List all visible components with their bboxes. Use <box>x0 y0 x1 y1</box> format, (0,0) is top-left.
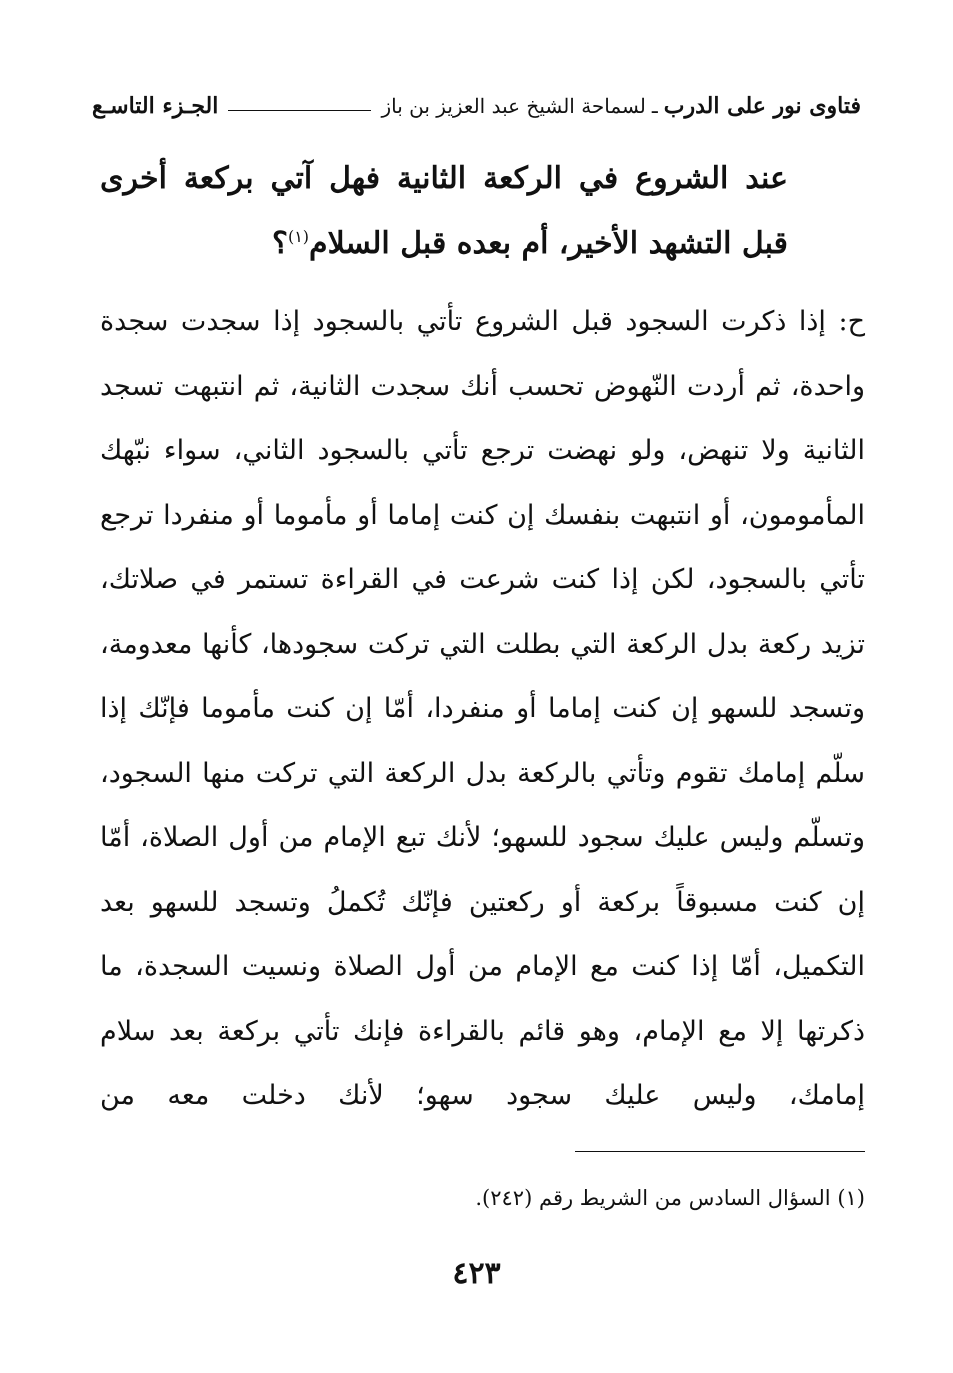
question-text: عند الشروع في الركعة الثانية فهل آتي بركعة أخرى قبل التشهد الأخير، أم بعده قبل السلام <box>100 161 788 261</box>
footnote-reference: (١) <box>287 227 310 246</box>
book-title: فتاوى نور على الدرب <box>663 93 861 119</box>
page-number: ٤٢٣ <box>452 1256 501 1291</box>
question-heading <box>100 150 788 273</box>
volume-label: الجـزء التاسـع <box>92 93 219 119</box>
running-header <box>92 86 861 126</box>
question-mark: ؟ <box>272 226 288 261</box>
header-rule <box>228 110 371 111</box>
author-line: لسماحة الشيخ عبد العزيز بن باز <box>381 94 646 118</box>
footnote: (١) السؤال السادس من الشريط رقم (٢٤٢). <box>475 1186 865 1210</box>
footnote-separator <box>575 1151 865 1152</box>
answer-paragraph: ح: إذا ذكرت السجود قبل الشروع تأتي بالسجود إذا سجدت سجدة واحدة، ثم أردت النّهوض تحسب أنك سجدت الثانية، ثم انتبهت تسجد الثانية ولا تنهض، ولو نهضت ترجع تأتي بالسجود الثاني، سواء نبّهك المأمومون، أو انتبهت بنفسك إن كنت إماما أو مأموما أو منفردا ترجع تأتي بالسجود، لكن إذا كنت شرعت في القراءة تستمر في صلاتك، تزيد ركعة بدل الركعة التي بطلت التي تركت سجودها، كأنها معدومة، وتسجد للسهو إن كنت إماما أو منفردا، أمّا إن كنت مأموما فإنّك إذا سلّم إمامك تقوم وتأتي بالركعة بدل الركعة التي تركت منها السجود، وتسلّم وليس عليك سجود للسهو؛ لأنك تبع الإمام من أول الصلاة، أمّا إن كنت مسبوقاً بركعة أو ركعتين فإنّك تُكملُ وتسجد للسهو بعد التكميل، أمّا إذا كنت مع الإمام من أول الصلاة ونسيت السجدة، ما ذكرتها إلا مع الإمام، وهو قائم بالقراءة فإنك تأتي بركعة بعد سلام إمامك، وليس عليك سجود سهو؛ لأنك دخلت معه من <box>100 306 865 1111</box>
header-separator: ـ <box>651 94 658 118</box>
